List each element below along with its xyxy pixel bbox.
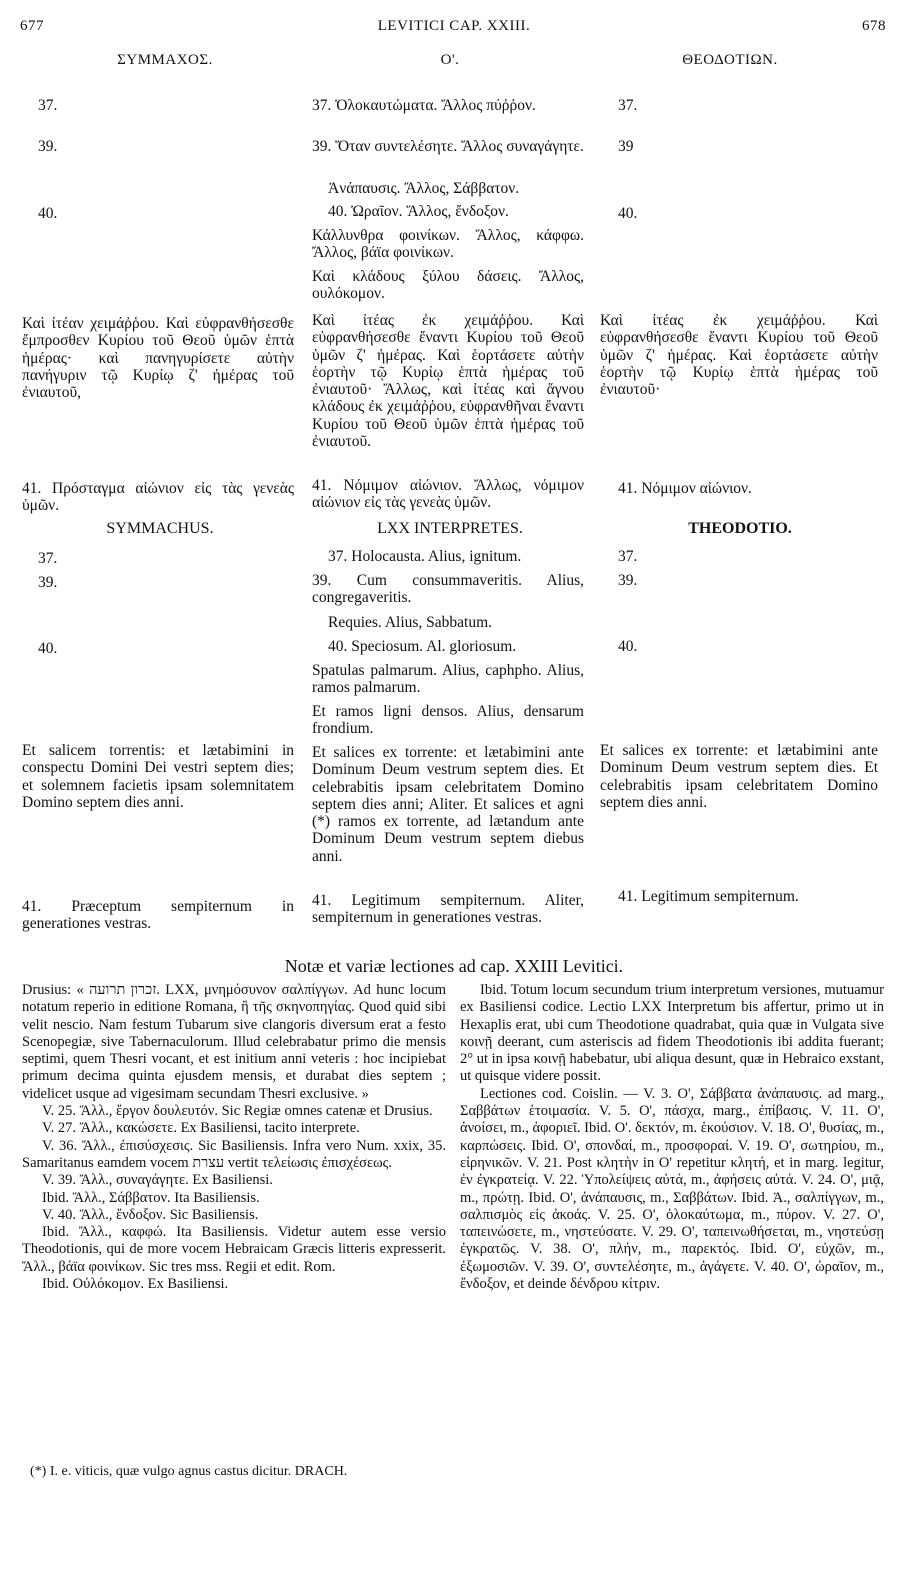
greek-symmachus-v40: Καὶ ἰτέαν χειμάῤῥου. Καὶ εὐφρανθήσεσθε ἔμπροσθεν Κυρίου τοῦ Θεοῦ ὑμῶν ἑπτὰ ἡμέρας· καὶ πανηγυρίσετε αὐτὴν πανήγυριν τῷ Κυρίῳ ζ' ἡμέρας τοῦ ἐνιαυτοῦ, bbox=[22, 315, 294, 402]
verse-number: 37. bbox=[38, 97, 58, 114]
verse-number: 37. bbox=[618, 97, 638, 114]
verse-number: 39. bbox=[618, 572, 638, 589]
note-v25: V. 25. Ἄλλ., ἔργον δουλευτόν. Sic Regiæ omnes catenæ et Drusius. bbox=[42, 1103, 433, 1120]
latin-lxx-v39-requies: Requies. Alius, Sabbatum. bbox=[328, 614, 493, 631]
note-drusius: Drusius: « זכרון תרועה. LXX, μνημόσυνον σαλπίγγων. Ad hunc locum notatum reperio in editione Romana, ἢ τῆς σκηνοπηγίας. Quod quid sibi velit nescio. Nam festum Tubarum sive clangoris diversum erat a festo Scenopegiæ, sive Tabernaculorum. Illud celebrabatur primo die mensis septimi, quem Thesri vocant, et est initium anni veteris : hoc incipiebat primum decima quinta ejusdem mensis, et durabat dies septem ; videlicet usque ad vigesimam secundam Thesri exclusive. » bbox=[22, 982, 446, 1102]
latin-theodotion-v41: 41. Legitimum sempiternum. bbox=[618, 888, 799, 905]
verse-number: 40. bbox=[38, 205, 58, 222]
note-basiliensis: Ibid. Totum locum secundum trium interpretum versiones, mutuamur ex Basiliensi codice. Lectio LXX Interpretum bis affertur, primo ut in Hexaplis erat, ubi cum Theodotione quadrabat, quia quæ in Vulgata sive κοινῇ deerant, cum asteriscis ad fidem Theodotionis ibi addita fuerant; 2° ut in ipsa κοινῇ habebatur, ubi aliqua desunt, quæ in Hebraico exstant, ut quisque videre possit. bbox=[460, 982, 884, 1085]
note-v39: V. 39. Ἄλλ., συναγάγητε. Ex Basiliensi. bbox=[42, 1172, 273, 1189]
greek-lxx-v40-willows: Καὶ ἰτέας ἐκ χειμάῤῥου. Καὶ εὐφρανθήσεσθε ἔναντι Κυρίου τοῦ Θεοῦ ὑμῶν ζ' ἡμέρας. Καὶ ἑορτάσετε αὐτὴν ἑορτὴν τῷ Κυρίῳ ἑπτὰ ἡμέρας τοῦ ἐνιαυτοῦ· Ἄλλως, καὶ ἰτέας καὶ ἄγνου κλάδους ἐκ χειμάῤῥου, εὐφρανθῆναι ἔναντι Κυρίου τοῦ Θεοῦ ὑμῶν ἑπτὰ ἡμέρας τοῦ ἐνιαυτοῦ. bbox=[312, 312, 584, 451]
footnote: (*) I. e. viticis, quæ vulgo agnus castus dicitur. DRACH. bbox=[30, 1464, 348, 1479]
latin-lxx-v37: 37. Holocausta. Alius, ignitum. bbox=[328, 548, 522, 565]
note-coislin: Lectiones cod. Coislin. — V. 3. O', Σάββατα ἀνάπαυσις. ad marg., Σαββάτων ἑτοιμασία. V. 5. O', πάσχα, marg., ἐπίβασις. V. 11. O', ἀνοίσει, m., ἀφοριεῖ. Ibid. O'. δεκτόν, m. ἑκούσιον. V. 18. O', θυσίας, m., καρπώσεις. Ibid. O', σπονδαί, m., προσφοραί. V. 19. O', σωτηρίου, m., εἰρηνικῶν. V. 21. Post κλητὴν in O' repetitur κλητή, et in marg. legitur, ἐν ἐγκρατείᾳ. V. 22. Ὑπολείψεις αὐτά, m., ἀφήσεις αὐτά. V. 24. O', μιᾷ, m., πρώτῃ. Ibid. O', ἀνάπαυσις, m., Σαββάτων. Ibid. Ἀ., σαλπίγγων, m., σαλπισμὸς εἰς ἀκοάς. V. 25. O', ὁλοκαύτωμα, m., πύρον. V. 27. O', ταπεινώσετε, m., νηστεύσατε. V. 29. O', ταπεινωθήσεται, m., νηστεύσῃ ἐγκρατῶς. V. 38. O', πλήν, m., παρεκτός. Ibid. O', εὐχῶν, m., ἐξωμοσιῶν. V. 39. O', συντελέσητε, m., ἀγάγετε. V. 40. O', ὡραῖον, m., ἔνδοξον, et deinde δένδρου κίτριν. bbox=[460, 1085, 884, 1293]
verse-number: 39. bbox=[38, 138, 58, 155]
greek-theodotion-v40: Καὶ ἰτέας ἐκ χειμάῤῥου. Καὶ εὐφρανθήσεσθε ἔναντι Κυρίου τοῦ Θεοῦ ὑμῶν ζ' ἡμέρας. Καὶ ἑορτάσετε αὐτὴν ἑορτὴν τῷ Κυρίῳ ἑπτὰ ἡμέρας τοῦ ἐνιαυτοῦ· bbox=[600, 312, 878, 399]
greek-lxx-v37: 37. Ὁλοκαυτώματα. Ἄλλος πύῤῥον. bbox=[312, 97, 536, 114]
latin-theodotion-heading: THEODOTIO. bbox=[688, 520, 792, 537]
latin-theodotion-v40: Et salices ex torrente: et lætabimini ante Dominum Deum vestrum septem dies. Et celebrabitis ipsam celebritatem Domino septem dies anni. bbox=[600, 742, 878, 811]
verse-number: 39 bbox=[618, 138, 634, 155]
left-page-number: 677 bbox=[20, 18, 44, 34]
note-v39-sabbaton: Ibid. Ἄλλ., Σάββατον. Ita Basiliensis. bbox=[42, 1189, 260, 1206]
greek-lxx-v39-requies: Ἀνάπαυσις. Ἄλλος, Σάββατον. bbox=[328, 180, 520, 197]
notes-title: Notæ et variæ lectiones ad cap. XXIII Levitici. bbox=[284, 956, 624, 976]
verse-number: 40. bbox=[618, 205, 638, 222]
latin-symmachus-heading: SYMMACHUS. bbox=[106, 520, 214, 537]
latin-lxx-v40-palm: Spatulas palmarum. Alius, caphpho. Alius, ramos palmarum. bbox=[312, 662, 584, 697]
latin-lxx-heading: LXX INTERPRETES. bbox=[377, 520, 523, 537]
latin-lxx-v39: 39. Cum consummaveritis. Alius, congregaveritis. bbox=[312, 572, 584, 607]
greek-lxx-heading: Ο'. bbox=[440, 52, 460, 68]
note-v40-kaffo: Ibid. Ἄλλ., καφφώ. Ita Basiliensis. Videtur autem esse versio Theodotionis, qui de more vocem Hebraicam Græcis litteris expresserit. Ἄλλ., βάϊα φοινίκων. Sic tres mss. Regii et edit. Rom. bbox=[22, 1224, 446, 1275]
notes-left-column bbox=[22, 982, 446, 1293]
note-v40-oulokomon: Ibid. Οὐλόκομον. Ex Basiliensi. bbox=[42, 1276, 229, 1293]
verse-number: 40. bbox=[618, 638, 638, 655]
verse-number: 37. bbox=[618, 548, 638, 565]
greek-lxx-v41: 41. Νόμιμον αἰώνιον. Ἄλλως, νόμιμον αἰώνιον εἰς τὰς γενεὰς ὑμῶν. bbox=[312, 477, 584, 512]
greek-lxx-v40: 40. Ὡραῖον. Ἄλλος, ἔνδοξον. bbox=[328, 203, 509, 220]
greek-theodotion-v41: 41. Νόμιμον αἰώνιον. bbox=[618, 480, 752, 497]
greek-lxx-v39: 39. Ὅταν συντελέσητε. Ἄλλος συναγάγητε. bbox=[312, 138, 584, 155]
verse-number: 37. bbox=[38, 550, 58, 567]
note-v36: V. 36. Ἄλλ., ἐπισύσχεσις. Sic Basiliensis. Infra vero Num. xxix, 35. Samaritanus eamdem vocem עצרת vertit τελείωσις ἐπισχέσεως. bbox=[22, 1137, 446, 1171]
greek-symmachus-heading: ΣΥΜΜΑΧΟΣ. bbox=[117, 52, 213, 68]
latin-lxx-v40-willows: Et salices ex torrente: et lætabimini ante Dominum Deum vestrum septem dies. Et celebrabitis ipsam celebritatem Domino septem dies anni; Aliter. Et salices et agni (*) ramos ex torrente, ad lætandum ante Dominum Deum vestrum septem diebus anni. bbox=[312, 744, 584, 865]
greek-lxx-v40-branches: Καὶ κλάδους ξύλου δάσεις. Ἄλλος, ουλόκομον. bbox=[312, 268, 584, 303]
latin-lxx-v41: 41. Legitimum sempiternum. Aliter, sempiternum in generationes vestras. bbox=[312, 892, 584, 927]
note-v27: V. 27. Ἄλλ., κακώσετε. Ex Basiliensi, tacito interprete. bbox=[42, 1120, 360, 1137]
verse-number: 39. bbox=[38, 574, 58, 591]
greek-symmachus-v41: 41. Πρόσταγμα αἰώνιον εἰς τὰς γενεὰς ὑμῶν. bbox=[22, 480, 294, 515]
notes-right-column bbox=[460, 982, 884, 1293]
running-title: LEVITICI CAP. XXIII. bbox=[377, 18, 531, 34]
greek-lxx-v40-palm: Κάλλυνθρα φοινίκων. Ἄλλος, κάφφω. Ἄλλος, βάϊα φοινίκων. bbox=[312, 227, 584, 262]
note-v40: V. 40. Ἄλλ., ἔνδοξον. Sic Basiliensis. bbox=[42, 1206, 259, 1223]
latin-lxx-v40-branches: Et ramos ligni densos. Alius, densarum frondium. bbox=[312, 703, 584, 738]
latin-symmachus-v41: 41. Præceptum sempiternum in generationes vestras. bbox=[22, 898, 294, 933]
latin-lxx-v40: 40. Speciosum. Al. gloriosum. bbox=[328, 638, 517, 655]
greek-theodotion-heading: ΘΕΟΔΟΤΙΩΝ. bbox=[682, 52, 778, 68]
right-page-number: 678 bbox=[862, 18, 886, 34]
verse-number: 40. bbox=[38, 640, 58, 657]
latin-symmachus-v40: Et salicem torrentis: et lætabimini in conspectu Domini Dei vestri septem dies; et solemnem facietis ipsam solemnitatem Domino septem dies anni. bbox=[22, 742, 294, 811]
